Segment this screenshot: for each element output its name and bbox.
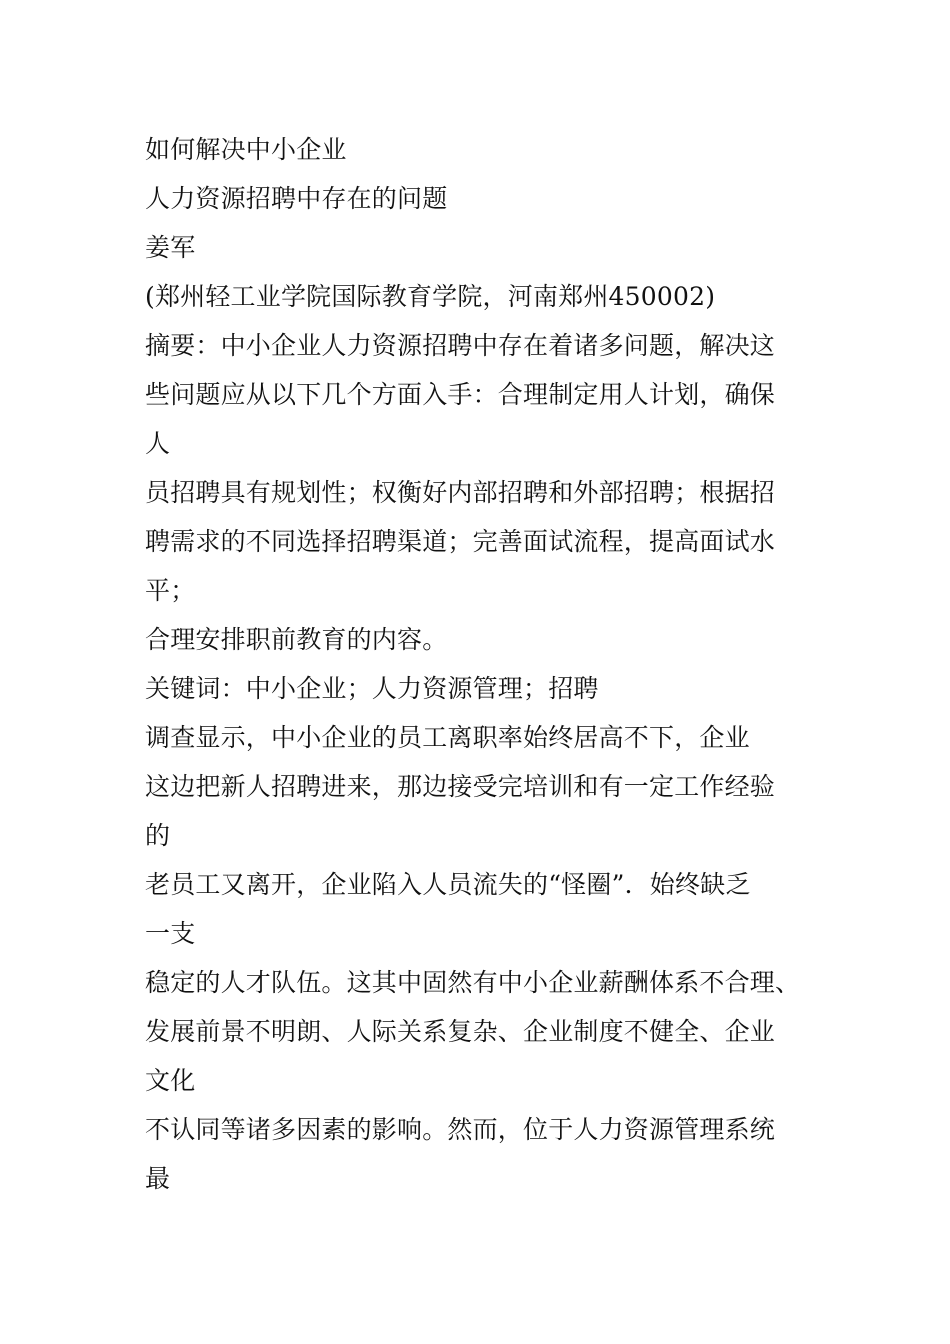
abstract-line: 摘要：中小企业人力资源招聘中存在着诸多问题，解决这 bbox=[145, 331, 776, 360]
abstract-line: 人 bbox=[145, 429, 171, 458]
body-line: 这边把新人招聘进来，那边接受完培训和有一定工作经验 bbox=[145, 772, 776, 801]
body-line: 老员工又离开，企业陷入人员流失的“怪圈”．始终缺乏 bbox=[145, 870, 751, 899]
body-line: 最 bbox=[145, 1164, 171, 1193]
title-line-2: 人力资源招聘中存在的问题 bbox=[145, 184, 448, 213]
abstract-line: 员招聘具有规划性；权衡好内部招聘和外部招聘；根据招 bbox=[145, 478, 776, 507]
body-line: 的 bbox=[145, 821, 171, 850]
document-body bbox=[145, 125, 935, 1203]
body-line: 发展前景不明朗、人际关系复杂、企业制度不健全、企业 bbox=[145, 1017, 776, 1046]
body-line: 调查显示，中小企业的员工离职率始终居高不下，企业 bbox=[145, 723, 750, 752]
abstract-line: 合理安排职前教育的内容。 bbox=[145, 625, 448, 654]
abstract-line: 些问题应从以下几个方面入手：合理制定用人计划，确保 bbox=[145, 380, 776, 409]
keywords-line: 关键词：中小企业；人力资源管理；招聘 bbox=[145, 674, 599, 703]
author-affiliation: (郑州轻工业学院国际教育学院，河南郑州450002) bbox=[145, 282, 716, 311]
abstract-line: 平； bbox=[145, 576, 196, 605]
author-name: 姜军 bbox=[145, 233, 196, 262]
body-line: 不认同等诸多因素的影响。然而，位于人力资源管理系统 bbox=[145, 1115, 776, 1144]
body-line: 一支 bbox=[145, 919, 196, 948]
body-line: 文化 bbox=[145, 1066, 196, 1095]
title-line-1: 如何解决中小企业 bbox=[145, 135, 347, 164]
body-line: 稳定的人才队伍。这其中固然有中小企业薪酬体系不合理、 bbox=[145, 968, 801, 997]
abstract-line: 聘需求的不同选择招聘渠道；完善面试流程，提高面试水 bbox=[145, 527, 776, 556]
